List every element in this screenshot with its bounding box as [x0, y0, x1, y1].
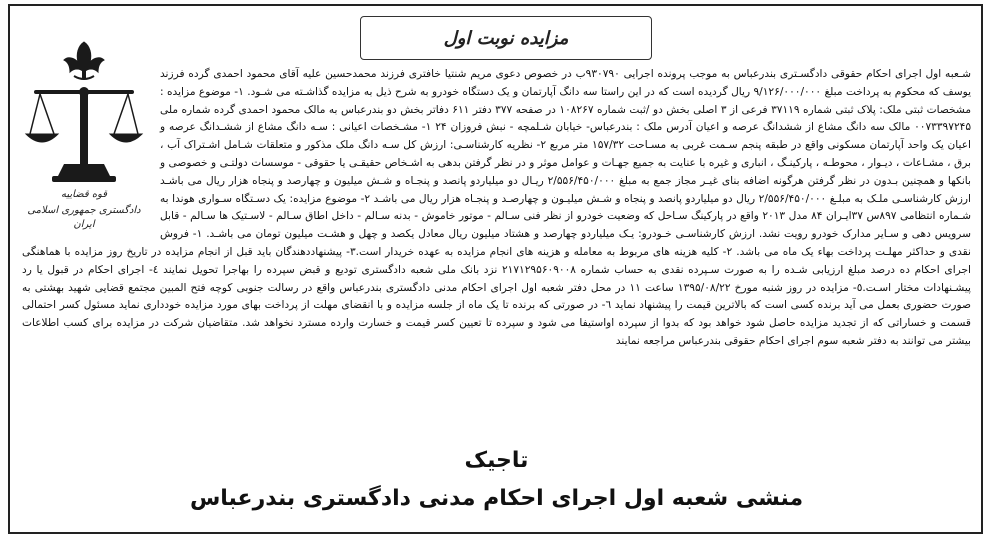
emblem-motto-line2: دادگستری جمهوری اسلامی ایران	[27, 205, 141, 230]
signer-name: تاجیک	[464, 448, 529, 473]
issuing-office: منشی شعبه اول اجرای احکام مدنی دادگستری بندرعباس	[189, 486, 804, 511]
emblem-motto-line1: قوه قضاییه	[60, 189, 108, 200]
heading-box	[360, 16, 652, 60]
notice-body	[22, 66, 971, 444]
heading: مزایده نوبت اول	[443, 27, 569, 49]
emblem-spacer	[22, 66, 160, 228]
notice-body-text: شـعبه اول اجرای احکام حقوقی دادگسـتری بندرعباس به موجب پرونده اجرایی ۹۳۰۷۹۰ب در خصوص دعوی مریم شنتیا خافتری فرزند محمدحسین علیه آقای محمود احمدی گرده فرزند یوسف که محکوم به پرداخت مبلغ ۹/۱۲۶/۰۰۰/۰۰۰ ریال گردیده است که در این راستا سه دانگ آپارتمان و یک دستگاه خودرو به شرح ذیل به مزایده گذاشـته می شـود. ۱- موضوع مزایده : مشخصات ثبتی ملک: پلاک ثبتی شماره ۳۷۱۱۹ فرعی از ۳ اصلی بخش دو /ثبت شماره ۱۰۸۲۶۷ در صفحه ۳۷۷ دفتر ۶۱۱ دفاتر بخش دو بندرعباس به مالک محمود احمدی گرده شماره ملی ۰۰۷۳۳۹۷۲۴۵ مالک سه دانگ مشاع از ششدانگ عرصه و اعیان آدرس ملک : بندرعباس- خیابان شـلمچه - نبش فروزان ۲۴ ۱- مشـخصات اعیانی : سـه دانگ مشاع از ششـدانگ عرصه و اعیان یک واحد آپارتمان مسکونی واقع در طبقه پنجم سـمت غربی به مسـاحت ۱۵۷/۳۲ متر مربع ۲- نظریه کارشناسـی: ارزش کل سـه دانگ ملک مذکور و متعلقات شـامل اشـتراک آب ، برق ، مشـاعات ، دیـوار ، محوطـه ، پارکینـگ ، انباری و غیره با عنایت به جمیع جهـات و عوامل موثر و در نظر گرفتن بدهی به اشـخاص حقیقـی یا حقوقی - موسسات دولتـی و خصوصی و بانکها و همچنین بـدون در نظر گرفتن هرگونه اضافه بنای غیـر مجاز جمع به مبلغ ۲/۵۵۶/۴۵۰/۰۰۰ ریـال دو میلیاردو پانصد و پنجـاه و شـش میلیون و چهارصد و پنجاه هزار ریال می باشـد ارزش کارشناسـی ملـک به مبلـغ ۲/۵۵۶/۴۵۰/۰۰۰ ریال دو میلیاردو پانصد و پنجاه و شـش میلیـون و چهارصـد و پنجـاه هزار ریال می باشـد ۲- موضوع مزایده: یک دسـتگاه سـواری هوندا به شـماره انتظامی ۸۹۷س ۳۷ایـران ۸۴ مدل ۲۰۱۳ واقع در پارکینگ سـاحل که وضعیت خودرو از نظر فنی سـالم - موتور خاموش - بدنه سـالم - داخل اطاق سـالم - لاسـتیک ها سـالم - قابل سرویس دهی و سـایر مدارک خودرو رویت نشد. ارزش کارشناسـی خـودرو: یـک میلیاردو چهارصد و هشتاد میلیون ریال معادل یکصد و چهل و هشـت میلیون تومان می باشـد. ۱- فروش نقدی و حداکثر مهلـت پرداخت بهاء یک ماه می باشد. ۲- کلیه هزینه های مربوط به معامله و هزینه های انجام مزایده به عهده خریدار است.۳- پیشنهاددهندگان باید قبل از انجام مزایده در تاریخ روز مزایده با هماهنگی اجرای احکام ده درصد مبلغ ارزیابی شـده را به صورت سـپرده نقدی به حساب شماره ۲۱۷۱۲۹۵۶۰۹۰۰۸ نزد بانک ملی شعبه دادگستری تودیع و قبض سپرده را بهاجرا تحویل نمایند ٤- اجرای احکام در قبول یا رد پیشـنهادات مختار اسـت.٥- مزایده در روز شنبه مورخ ۱۳۹۵/۰۸/۲۲ ساعت ۱۱ در محل دفتر شعبه اول اجرای احکام مدنی دادگستری بندرعباس واقع در رسالت جنوبی کوچه فتح المبین مجتمع قضایی شهید بهشتی به صورت حضوری بعمل می آید برنده کسی است که بالاترین قیمت را پیشنهاد نماید ٦- در صورتی که برنده تا یک ماه از جلسه مزایده و با انقضای مهلت از پرداخت بهای مورد مزایده خودداری نماید مسئول کسر احتمالی قسمت و خساراتی که از تجدید مزایده حاصل شود خواهد بود که بدوا از سپرده اواستیفا می شود و سپرده تا تعیین کسر قیمت و خسارت وارده مسترد نخواهد شد. متقاضیان شرکت در مزایده برای کسب اطلاعات بیشتر می توانند به دفتر شعبه سوم اجرای احکام حقوقی بندرعباس مراجعه نمایند	[22, 68, 971, 347]
